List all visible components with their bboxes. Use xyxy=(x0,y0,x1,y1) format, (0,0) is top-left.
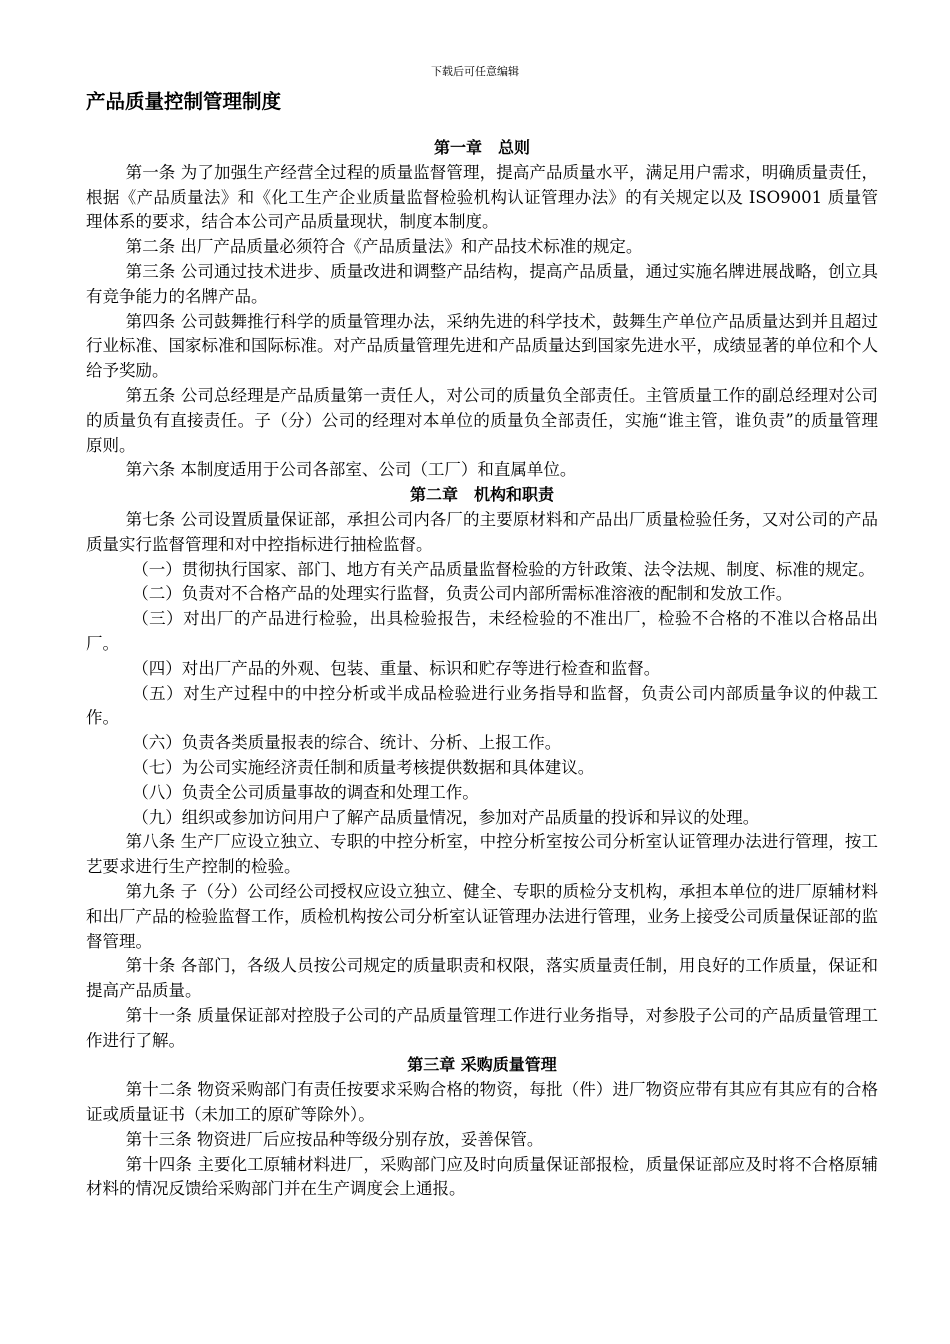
article-paragraph: 第一条 为了加强生产经营全过程的质量监督管理，提高产品质量水平，满足用户需求，明确质量责任，根据《产品质量法》和《化工生产企业质量监督检验机构认证管理办法》的有关规定以及 ISO9001 质量管理体系的要求，结合本公司产品质量现状，制度本制度。 xyxy=(86,162,878,232)
document-content xyxy=(86,136,878,1202)
article-paragraph: 第十条 各部门，各级人员按公司规定的质量职责和权限，落实质量责任制，用良好的工作质量，保证和提高产品质量。 xyxy=(86,956,878,1001)
article-paragraph: 第十二条 物资采购部门有责任按要求采购合格的物资，每批（件）进厂物资应带有其应有其应有的合格证或质量证书（未加工的原矿等除外）。 xyxy=(86,1080,878,1125)
document-body xyxy=(86,88,878,1202)
article-paragraph: 第九条 子（分）公司经公司授权应设立独立、健全、专职的质检分支机构，承担本单位的进厂原辅材料和出厂产品的检验监督工作，质检机构按公司分析室认证管理办法进行管理，业务上接受公司质量保证部的监督管理。 xyxy=(86,881,878,951)
document-title: 产品质量控制管理制度 xyxy=(86,90,282,113)
article-paragraph: 第十三条 物资进厂后应按品种等级分别存放，妥善保管。 xyxy=(125,1129,544,1149)
list-item: （七）为公司实施经济责任制和质量考核提供数据和具体建议。 xyxy=(132,757,595,777)
article-paragraph: 第六条 本制度适用于公司各部室、公司（工厂）和直属单位。 xyxy=(125,460,577,480)
article-paragraph: 第四条 公司鼓舞推行科学的质量管理办法，采纳先进的科学技术，鼓舞生产单位产品质量达到并且超过行业标准、国家标准和国际标准。对产品质量管理先进和产品质量达到国家先进水平，成绩显著的单位和个人给予奖励。 xyxy=(86,311,878,381)
article-paragraph: 第八条 生产厂应设立独立、专职的中控分析室，中控分析室按公司分析室认证管理办法进行管理，按工艺要求进行生产控制的检验。 xyxy=(86,832,878,877)
list-item: （二）负责对不合格产品的处理实行监督，负责公司内部所需标准溶液的配制和发放工作。 xyxy=(132,584,793,604)
article-paragraph: 第十四条 主要化工原辅材料进厂，采购部门应及时向质量保证部报检，质量保证部应及时将不合格原辅材料的情况反馈给采购部门并在生产调度会上通报。 xyxy=(86,1154,878,1199)
list-item: （三）对出厂的产品进行检验，出具检验报告，未经检验的不准出厂，检验不合格的不准以合格品出厂。 xyxy=(86,609,878,653)
article-paragraph: 第二条 出厂产品质量必须符合《产品质量法》和产品技术标准的规定。 xyxy=(125,237,643,257)
list-item: （一）贯彻执行国家、部门、地方有关产品质量监督检验的方针政策、法令法规、制度、标准的规定。 xyxy=(132,559,875,579)
list-item: （四）对出厂产品的外观、包装、重量、标识和贮存等进行检查和监督。 xyxy=(132,658,661,678)
list-item: （五）对生产过程中的中控分析或半成品检验进行业务指导和监督，负责公司内部质量争议的仲裁工作。 xyxy=(86,683,878,728)
page-header-note: 下载后可任意编辑 xyxy=(431,65,519,78)
article-paragraph: 第十一条 质量保证部对控股子公司的产品质量管理工作进行业务指导，对参股子公司的产品质量管理工作进行了解。 xyxy=(86,1005,878,1050)
chapter-heading: 第二章 机构和职责 xyxy=(409,485,554,505)
list-item: （九）组织或参加访问用户了解产品质量情况，参加对产品质量的投诉和异议的处理。 xyxy=(132,807,760,827)
list-item: （八）负责全公司质量事故的调查和处理工作。 xyxy=(132,782,479,802)
list-item: （六）负责各类质量报表的综合、统计、分析、上报工作。 xyxy=(132,733,562,753)
article-paragraph: 第七条 公司设置质量保证部，承担公司内各厂的主要原材料和产品出厂质量检验任务，又对公司的产品质量实行监督管理和对中控指标进行抽检监督。 xyxy=(86,509,878,554)
chapter-heading: 第三章 采购质量管理 xyxy=(407,1055,557,1075)
article-paragraph: 第五条 公司总经理是产品质量第一责任人，对公司的质量负全部责任。主管质量工作的副总经理对公司的质量负有直接责任。子（分）公司的经理对本单位的质量负全部责任，实施“谁主管，谁负责”的质量管理原则。 xyxy=(86,385,878,455)
chapter-heading: 第一章 总则 xyxy=(433,138,530,157)
article-paragraph: 第三条 公司通过技术进步、质量改进和调整产品结构，提高产品质量，通过实施名牌进展战略，创立具有竞争能力的名牌产品。 xyxy=(86,261,878,306)
